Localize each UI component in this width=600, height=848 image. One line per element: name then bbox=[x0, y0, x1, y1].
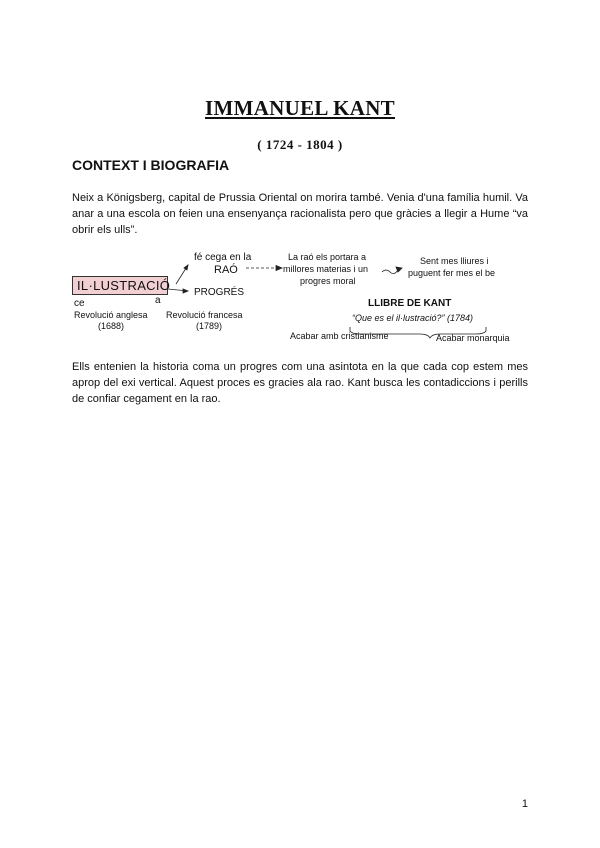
llibre-title: LLIBRE DE KANT bbox=[368, 298, 452, 309]
illustracio-label: IL·LUSTRACIÓ bbox=[77, 278, 171, 293]
ce-label: ce bbox=[74, 298, 85, 309]
arrowhead-fe-cega bbox=[184, 265, 188, 270]
squiggle-arrow bbox=[382, 270, 398, 274]
rev-francesa: Revolució francesa bbox=[166, 310, 243, 320]
rev-anglesa-year: (1688) bbox=[98, 321, 125, 331]
rao-line3: progres moral bbox=[300, 276, 356, 286]
illustracio-box bbox=[72, 276, 171, 295]
section-heading: CONTEXT I BIOGRAFIA bbox=[72, 157, 230, 173]
paragraph-history: Ells entenien la historia coma un progres com una asintota en la que cada cop estem mes aprop del exi vertical. Aquest proces es gracies ala rao. Kant busca les contadiccions i perills de confiar cegament en la rao. bbox=[72, 361, 528, 405]
paragraph-biography: Neix a Königsberg, capital de Prussia Oriental on morira també. Venia d'una família humil. Va anar a una escola on feien una ensenyança racionalista pero que gràcies a llegir a Hume “va obrir els ulls”. bbox=[72, 192, 528, 236]
document-title: IMMANUEL KANT bbox=[205, 96, 395, 120]
sent-line1: Sent mes lliures i bbox=[420, 256, 489, 266]
llibre-subtitle: “Que es el il·lustració?” (1784) bbox=[352, 313, 474, 323]
progres-label: PROGRÉS bbox=[194, 287, 245, 298]
rev-anglesa: Revolució anglesa bbox=[74, 310, 148, 320]
fe-cega-line1: fé cega en la bbox=[194, 252, 252, 263]
sent-line2: puguent fer mes el be bbox=[408, 268, 496, 278]
rao-line1: La raó els portara a bbox=[288, 252, 367, 262]
page-number: 1 bbox=[521, 798, 528, 810]
rev-francesa-year: (1789) bbox=[196, 321, 223, 331]
arrowhead-progres bbox=[183, 289, 188, 293]
acabar-cristianisme: Acabar amb cristianisme bbox=[290, 331, 389, 341]
fe-cega-line2: RAÓ bbox=[214, 264, 238, 276]
life-dates: ( 1724 - 1804 ) bbox=[257, 137, 343, 152]
arrowhead-rao bbox=[276, 266, 282, 271]
a-label: a bbox=[155, 295, 161, 306]
rao-line2: millores materias i un bbox=[283, 264, 369, 274]
acabar-monarquia: Acabar monarquia bbox=[436, 333, 510, 343]
